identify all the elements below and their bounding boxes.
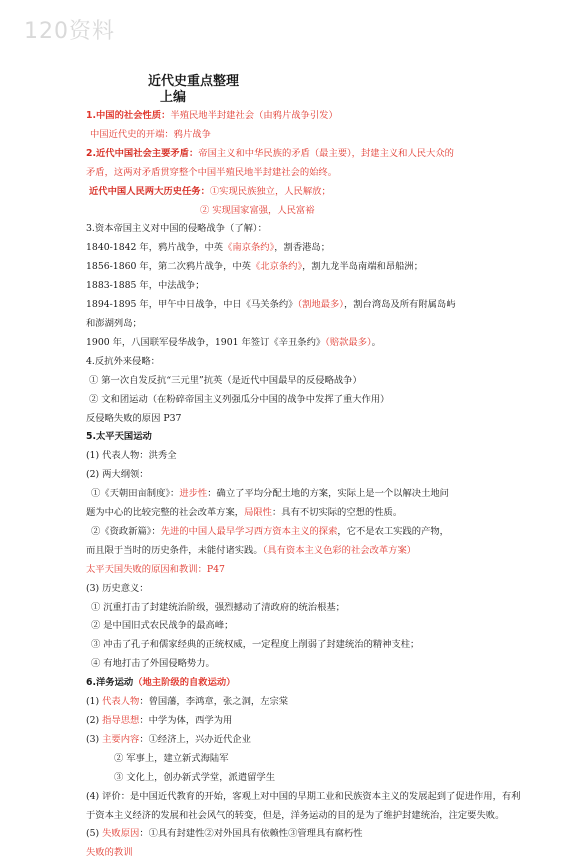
yangwu-ideology: (2) 指导思想：中学为体，西学为用 [86,715,233,726]
war-line-3: 1883-1885 年，中法战争； [86,280,205,292]
social-nature-line: 1.中国的社会性质：半殖民地半封建社会（由鸦片战争引发） [86,110,338,121]
taiping-programs-label: (2) 两大纲领： [86,469,149,481]
two-tasks-item2: ② 实现国家富强，人民富裕 [200,204,315,216]
wars-heading: 3.资本帝国主义对中国的侵略战争（了解）： [86,223,267,235]
yangwu-lesson: 失败的教训 [86,847,133,859]
significance-3: ③ 冲击了孔子和儒家经典的正统权威，一定程度上削弱了封建统治的精神支柱； [91,639,420,651]
war-line-1: 1840-1842 年，鸦片战争，中英《南京条约》，割香港岛； [86,242,331,254]
main-contradiction-line: 2.近代中国社会主要矛盾：帝国主义和中华民族的矛盾（最主要），封建主义和人民大众的 [86,147,454,159]
main-contradiction-heading: 2.近代中国社会主要矛盾： [86,147,199,159]
resistance-item-2: ② 文和团运动（在粉碎帝国主义列强瓜分中国的战争中发挥了重大作用） [89,393,390,405]
resistance-heading: 4.反抗外来侵略： [86,355,160,367]
watermark: 120资料 [24,19,115,44]
social-nature-heading: 1.中国的社会性质： [86,110,171,121]
tianchao-line-cont: 题为中心的比较完整的社会改革方案，局限性：具有不切实际的空想的性质。 [86,507,403,519]
yangwu-heading: 6.洋务运动（地主阶级的自救运动） [86,677,236,689]
significance-4: ④ 有地打击了外国侵略势力。 [91,658,215,670]
yangwu-evaluation: (4) 评价：是中国近代教育的开始，客观上对中国的早期工业和民族资本主义的发展起到了促进作用，有利于资本主义经济的发展和社会风气的转变，但是，洋务运动的目的是为了维护封建统治，注定要失败。 [86,790,521,821]
document-page [86,72,526,863]
modern-history-start: 中国近代史的开端：鸦片战争 [90,128,211,140]
taiping-significance-label: (3) 历史意义： [86,582,149,594]
doc-subtitle: 上编 [160,90,187,105]
significance-2: ② 是中国旧式农民战争的最高峰； [91,620,234,632]
main-contradiction-cont: 矛盾，这两对矛盾贯穿整个中国半殖民地半封建社会的始终。 [86,166,338,178]
war-line-5: 和澎湖列岛； [86,317,142,329]
taiping-failure-ref: 太平天国失败的原因和教训：P47 [86,563,225,575]
resistance-failure-ref: 反侵略失败的原因 P37 [86,412,182,424]
yangwu-leaders: (1) 代表人物：曾国藩，李鸿章，张之洞，左宗棠 [86,696,289,708]
yangwu-content-3: ③ 文化上，创办新式学堂，派遣留学生 [114,771,276,783]
zizheng-line-cont: 而且限于当时的历史条件，未能付诸实践。（具有资本主义色彩的社会改革方案） [86,544,417,556]
two-tasks-line: 近代中国人民两大历史任务：①实现民族独立，人民解放； [89,185,331,197]
war-line-2: 1856-1860 年，第二次鸦片战争，中英《北京条约》，割九龙半岛南端和昂船洲； [86,261,423,273]
yangwu-content-2: ② 军事上，建立新式海陆军 [114,752,229,764]
yangwu-failure-reasons: (5) 失败原因：①具有封建性②对外国具有依赖性③管理具有腐朽性 [86,828,363,840]
taiping-heading: 5.太平天国运动 [86,431,152,443]
significance-1: ① 沉重打击了封建统治阶级，强烈撼动了清政府的统治根基； [91,601,345,613]
doc-title: 近代史重点整理 [148,74,240,89]
two-tasks-heading: 近代中国人民两大历史任务： [89,185,210,197]
tianchao-line: ①《天朝田亩制度》：进步性：确立了平均分配土地的方案，实际上是一个以解决土地问 [91,488,449,500]
war-line-6: 1900 年，八国联军侵华战争，1901 年签订《辛丑条约》（赔款最多）。 [86,336,381,348]
war-line-4: 1894-1895 年，甲午中日战争，中日《马关条约》（割地最多），割台湾岛及所有附属岛屿 [86,299,456,311]
yangwu-content: (3) 主要内容：①经济上，兴办近代企业 [86,733,251,745]
taiping-leader: (1) 代表人物：洪秀全 [86,450,177,462]
zizheng-line: ②《资政新篇》：先进的中国人最早学习西方资本主义的探索，它不是农工实践的产物， [91,525,449,537]
resistance-item-1: ① 第一次自发反抗“三元里”抗英（是近代中国最早的反侵略战争） [89,374,362,386]
